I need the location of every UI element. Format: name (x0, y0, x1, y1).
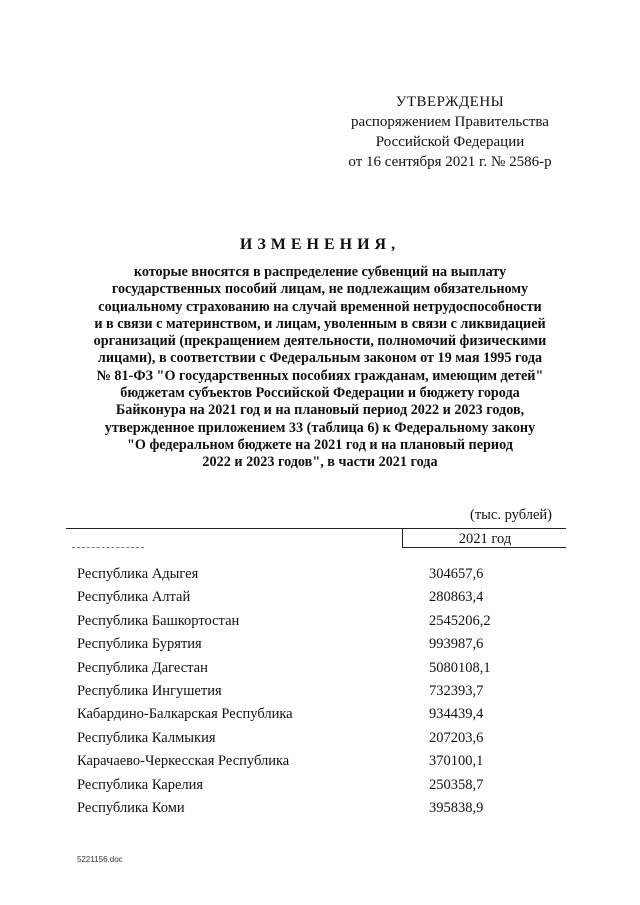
table-column-separator (402, 528, 403, 548)
approval-line-3: от 16 сентября 2021 г. № 2586-р (348, 154, 552, 170)
table-row (0, 703, 640, 726)
subtitle-line: "О федеральном бюджете на 2021 год и на плановый период (127, 436, 513, 453)
table-header-dashed-rule (72, 547, 144, 548)
subtitle-line: бюджетам субъектов Российской Федерации и бюджету города (120, 385, 520, 402)
table-row (0, 797, 640, 820)
subtitle-line: утвержденное приложением 33 (таблица 6) к Федеральному закону (104, 419, 536, 436)
subtitle-line: 2022 и 2023 годов", в части 2021 года (202, 454, 438, 471)
table-row (0, 680, 640, 703)
approval-heading: УТВЕРЖДЕНЫ (395, 94, 505, 110)
subtitle-line: № 81-ФЗ "О государственных пособиях гражданам, имеющим детей" (96, 367, 544, 384)
column-header-2021: 2021 год (458, 531, 512, 547)
region-amount: 993987,6 (429, 636, 484, 653)
subtitle-line: которые вносятся в распределение субвенций на выплату (133, 264, 507, 280)
region-name: Республика Алтай (77, 589, 191, 606)
region-name: Кабардино-Балкарская Республика (77, 706, 293, 723)
table-row (0, 727, 640, 750)
region-name: Республика Коми (77, 799, 185, 816)
table-row (0, 610, 640, 633)
region-name: Республика Дагестан (77, 659, 208, 676)
region-name: Карачаево-Черкесская Республика (77, 753, 290, 770)
region-amount: 395838,9 (429, 799, 484, 816)
table-row (0, 563, 640, 586)
subtitle-line: государственных пособий лицам, не подлежащим обязательному (111, 281, 529, 298)
region-name: Республика Бурятия (77, 636, 202, 653)
table-top-rule (66, 528, 566, 529)
region-amount: 732393,7 (429, 682, 484, 699)
region-amount: 370100,1 (429, 753, 484, 770)
subtitle-line: Байконура на 2021 год и на плановый период 2022 и 2023 годов, (115, 402, 525, 419)
region-amount: 5080108,1 (429, 659, 491, 676)
region-amount: 250358,7 (429, 776, 484, 793)
table-row (0, 774, 640, 797)
region-amount: 2545206,2 (429, 612, 491, 629)
approval-line-2: Российской Федерации (375, 134, 525, 150)
approval-block (330, 92, 570, 172)
table-header-bottom-rule (402, 547, 566, 548)
document-title: ИЗМЕНЕНИЯ, (239, 236, 401, 253)
subtitle-line: социальному страхованию на случай временной нетрудоспособности (98, 298, 542, 315)
region-amount: 280863,4 (429, 589, 484, 606)
file-reference: 5221156.doc (77, 855, 123, 864)
subtitle-line: лицами), в соответствии с Федеральным законом от 19 мая 1995 года (97, 350, 543, 367)
region-name: Республика Карелия (77, 776, 204, 793)
region-name: Республика Адыгея (77, 566, 199, 582)
region-amount: 207203,6 (429, 729, 484, 746)
region-name: Республика Калмыкия (77, 729, 216, 746)
table-row (0, 633, 640, 656)
subtitle-line: и в связи с материнством, и лицам, уволенным в связи с ликвидацией (94, 315, 546, 332)
document-subtitle (30, 264, 610, 472)
table-row (0, 586, 640, 609)
region-name: Республика Ингушетия (77, 682, 222, 699)
table-row (0, 657, 640, 680)
subtitle-line: организаций (прекращением деятельности, полномочий физическими (93, 333, 547, 350)
region-amount: 934439,4 (429, 706, 484, 723)
region-name: Республика Башкортостан (77, 612, 240, 629)
approval-line-1: распоряжением Правительства (351, 114, 549, 130)
table-body (0, 563, 640, 820)
units-label: (тыс. рублей) (470, 507, 552, 523)
region-amount: 304657,6 (429, 566, 484, 582)
table-row (0, 750, 640, 773)
